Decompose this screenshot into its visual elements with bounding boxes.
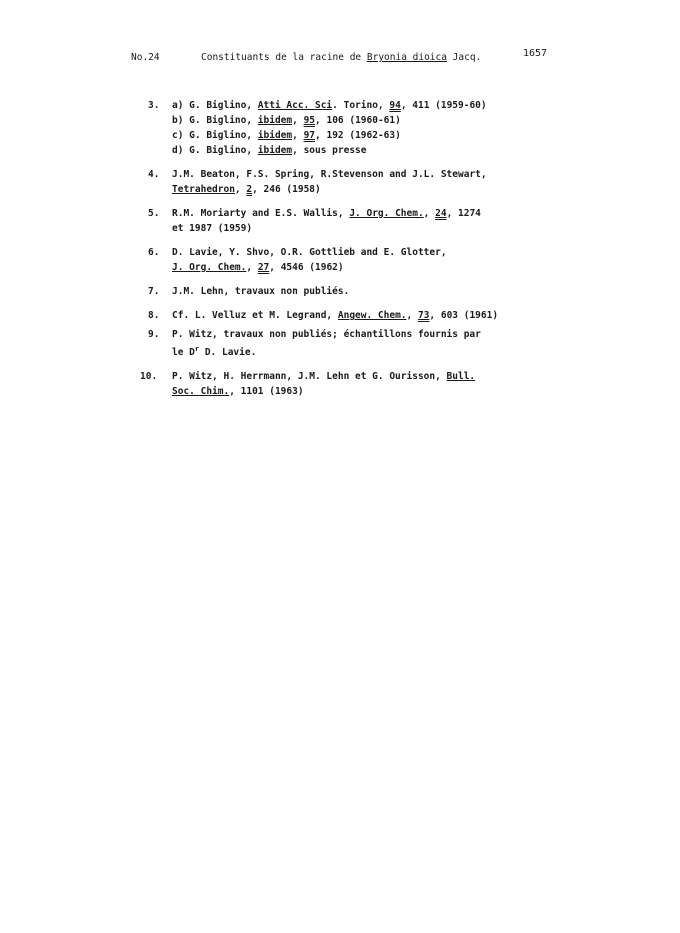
journal-name: J. Org. Chem. [349,208,424,219]
reference-number: 8. [148,310,160,321]
journal-name: Angew. Chem. [337,310,407,321]
reference-number: 4. [148,169,160,180]
reference-3 [148,98,568,158]
reference-6: 6. D. Lavie, Y. Shvo, O.R. Gottlieb and E. Glotter, J. Org. Chem., 27, 4546 (1962) [148,247,447,273]
reference-3d: d) G. Biglino, ibidem, sous presse [172,145,367,156]
reference-8: 8. Cf. L. Velluz et M. Legrand, Angew. Chem., 73, 603 (1961) [148,310,499,321]
volume: 24 [435,208,447,219]
running-title: Constituants de la racine de Bryonia dioica Jacq. [201,52,482,63]
volume: 27 [257,262,270,273]
journal-name: ibidem [257,115,293,126]
journal-name: Bull. [446,371,476,382]
reference-number: 5. [148,208,160,219]
volume: 94 [389,100,401,111]
reference-number: 7. [148,286,160,297]
reference-3c: c) G. Biglino, ibidem, 97, 192 (1962-63) [172,130,401,141]
journal-name: ibidem [257,130,293,141]
page-number: 1657 [523,48,548,59]
reference-3b: b) G. Biglino, ibidem, 95, 106 (1960-61) [172,115,401,126]
reference-5: 5. R.M. Moriarty and E.S. Wallis, J. Org. Chem., 24, 1274 et 1987 (1959) [148,208,481,234]
reference-7: 7. J.M. Lehn, travaux non publiés. [148,286,350,297]
reference-4: 4. J.M. Beaton, F.S. Spring, R.Stevenson and J.L. Stewart, Tetrahedron, 2, 246 (1958) [148,169,487,195]
reference-number: 10. [140,371,158,382]
species-name: Bryonia dioica [366,52,447,63]
volume: 2 [246,184,253,195]
volume: 73 [417,310,430,321]
reference-number: 3. [148,100,160,111]
journal-name: Soc. Chim. [172,386,230,397]
reference-9: 9. P. Witz, travaux non publiés; échantillons fournis par le $D^r$ D. Lavie. [148,329,481,358]
journal-name: Atti Acc. Sci [257,100,333,111]
reference-10: 10. P. Witz, H. Herrmann, J.M. Lehn et G. Ourisson, Bull. Soc. Chim., 1101 (1963) [140,371,476,397]
reference-number: 9. [148,329,160,340]
volume: 95 [303,115,316,126]
journal-issue: No.24 [131,52,160,63]
volume: 97 [303,130,316,141]
journal-name: ibidem [257,145,293,156]
reference-3a: a) G. Biglino, Atti Acc. Sci. Torino, 94, 411 (1959-60) [172,100,487,111]
reference-number: 6. [148,247,160,258]
superscript: r [194,345,200,353]
journal-name: J. Org. Chem. [172,262,247,273]
reference-list [140,98,568,399]
journal-name: Tetrahedron [172,184,235,195]
